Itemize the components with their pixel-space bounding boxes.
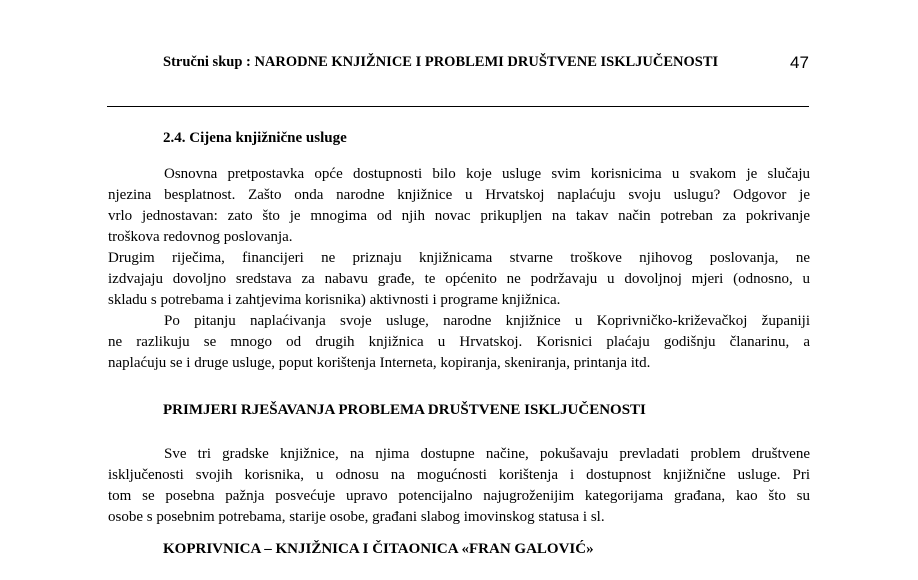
paragraph-line: vrlo jednostavan: zato što je mnogima od njih novac prikupljen na takav način potreban za pokrivanje bbox=[108, 208, 810, 224]
paragraph-line: Po pitanju naplaćivanja svoje usluge, narodne knjižnice u Koprivničko-križevačkoj županiji bbox=[164, 313, 810, 329]
paragraph-line: ne razlikuju se mnogo od drugih knjižnica u Hrvatskoj. Korisnici plaćaju godišnju članarinu, a bbox=[108, 334, 810, 350]
running-header: Stručni skup : NARODNE KNJIŽNICE I PROBLEMI DRUŠTVENE ISKLJUČENOSTI bbox=[163, 54, 719, 70]
section-heading-2-4: 2.4. Cijena knjižnične usluge bbox=[163, 130, 347, 146]
paragraph-2-4-3 bbox=[108, 311, 810, 374]
paragraph-2-4-2 bbox=[108, 248, 810, 311]
paragraph-examples-1 bbox=[108, 444, 810, 528]
section-heading-examples: PRIMJERI RJEŠAVANJA PROBLEMA DRUŠTVENE ISKLJUČENOSTI bbox=[163, 402, 646, 418]
section-heading-koprivnica: KOPRIVNICA – KNJIŽNICA I ČITAONICA «FRAN GALOVIĆ» bbox=[163, 541, 594, 557]
header-rule bbox=[107, 106, 809, 107]
paragraph-line: isključenosti svojih korisnika, u odnosu na mogućnosti korištenja i dostupnost knjižnične usluge. Pri bbox=[108, 467, 810, 483]
paragraph-line: Sve tri gradske knjižnice, na njima dostupne načine, pokušavaju prevladati problem društvene bbox=[164, 446, 810, 462]
paragraph-line: njezina besplatnost. Zašto onda narodne knjižnice u Hrvatskoj naplaćuju svoju uslugu? Odgovor je bbox=[108, 187, 810, 203]
paragraph-line: troškova redovnog poslovanja. bbox=[108, 229, 293, 245]
paragraph-line: osobe s posebnim potrebama, starije osobe, građani slabog imovinskog statusa i sl. bbox=[108, 509, 605, 525]
paragraph-2-4-1 bbox=[108, 164, 810, 248]
paragraph-line: skladu s potrebama i zahtjevima korisnika) aktivnosti i programe knjižnica. bbox=[108, 292, 561, 308]
paragraph-line: Osnovna pretpostavka opće dostupnosti bilo koje usluge svim korisnicima u svakom je slučaju bbox=[164, 166, 810, 182]
page-number: 47 bbox=[790, 53, 809, 72]
paragraph-line: izdvajaju dovoljno sredstava za nabavu građe, te općenito ne podržavaju u dovoljnoj mjeri (odnosno, u bbox=[108, 271, 810, 287]
paragraph-line: tom se posebna pažnja posvećuje upravo potencijalno najugroženijim kategorijama građana, kao što su bbox=[108, 488, 810, 504]
paragraph-line: Drugim riječima, financijeri ne priznaju knjižnicama stvarne troškove njihovog poslovanja, ne bbox=[108, 250, 810, 266]
paragraph-line: naplaćuju se i druge usluge, poput korištenja Interneta, kopiranja, skeniranja, printanja itd. bbox=[108, 355, 651, 371]
